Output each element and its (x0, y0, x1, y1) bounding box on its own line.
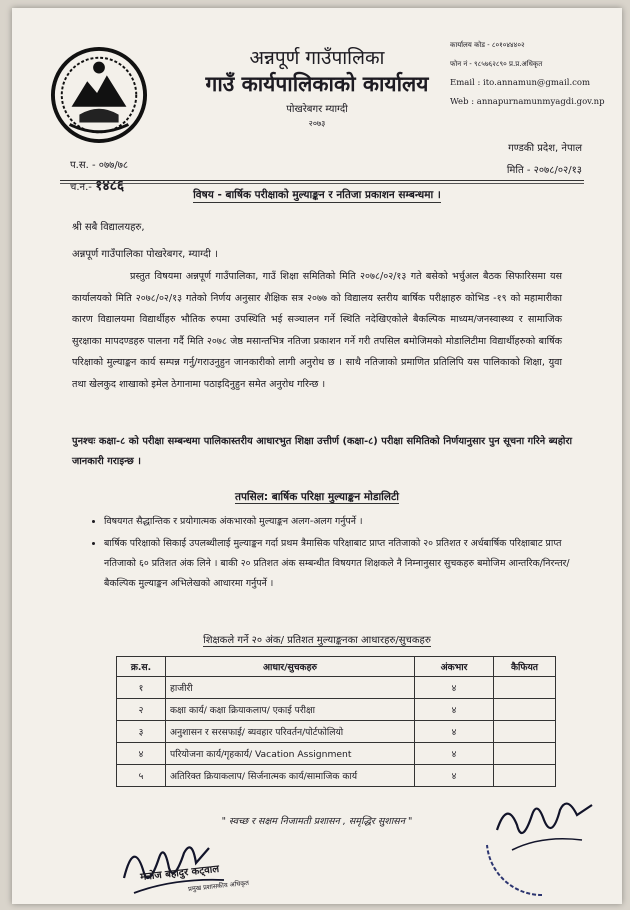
body-paragraph: प्रस्तुत विषयमा अन्नपूर्ण गाउँपालिका, गाउँ शिक्षा समितिको मिति २०७८/०२/१३ गते बसेको भर्चुअल बैठक सिफारिसमा यस कार्यालयको मिति २०७८/०२/१३ गतेको निर्णय अनुसार शैक्षिक सत्र २०७७ को विद्यालय स्तरीय बार्षिक परीक्षाहरु कोभिड -१९ को महामारीका कारण विद्यालयमा विद्यार्थीहरु भौतिक रुपमा उपस्थिति भई सञ्चालन गर्ने स्थिति नदेखिएकोले बैकल्पिक माध्यम/जनस्वास्थ्य र सामाजिक सुरक्षाका मापदण्डहरु पालना गर्दै मिति २०७८ जेष्ठ मसान्तभित्र नतिजा प्रकाशन गर्ने गरी तपसिल बमोजिमको मोडालिटीमा विद्यार्थीहरुको बार्षिक परिक्षाको मुल्याङ्कन कार्य सम्पन्न गर्नु/गराउनुहुन जानकारीको लागी अनुरोध छ । साथै नतिजाको प्रमाणित प्रतिलिपि यस पालिकाको शिक्षा, युवा तथा खेलकुद शाखाको इमेल ठेगानामा पठाइदिनुहुन समेत अनुरोध गरिन्छ । (72, 271, 562, 390)
table-row: २ कक्षा कार्य/ कक्षा क्रियाकलाप/ एकाई परीक्षा ४ (117, 699, 556, 721)
header-divider (60, 180, 584, 181)
col-criteria: आधार/सुचकहरु (166, 657, 415, 677)
letter-number: प.स. - ०७७/७८ (70, 160, 129, 171)
contact-block (450, 36, 605, 112)
org-name: अन्नपूर्ण गाउँपालिका (249, 47, 385, 69)
letter-date: मिति - २०७८/०२/१३ (506, 165, 582, 176)
table-title: शिक्षकले गर्ने २० अंक/ प्रतिशत मुल्याङ्कनका आधारहरु/सुचकहरु (203, 635, 431, 646)
addressee-line-1: श्री सबै विद्यालयहरु, (72, 222, 145, 233)
established-year: २०७३ (308, 119, 326, 128)
modality-list (82, 512, 589, 596)
office-name: गाउँ कार्यपालिकाको कार्यालय (205, 71, 429, 96)
addressee-line-2: अन्नपूर्ण गाउँपालिका पोखरेबगर, म्याग्दी । (72, 249, 218, 260)
col-serial: क्र.स. (117, 657, 166, 677)
email-address: Email : ito.annamun@gmail.com (450, 78, 591, 88)
subject-line: विषय - बार्षिक परीक्षाको मुल्याङ्कन र नतिजा प्रकाशन सम्बन्धमा । (193, 189, 441, 201)
letterhead (182, 46, 452, 129)
office-place: पोखरेबगर म्याग्दी (286, 104, 348, 115)
table-row: ५ अतिरिक्त क्रियाकलाप/ सिर्जनात्मक कार्य/सामाजिक कार्य ४ (117, 765, 556, 787)
list-item: • बार्षिक परिक्षाको सिकाई उपलब्धीलाई मुल्याङ्कन गर्दा प्रथम त्रैमासिक परिक्षाबाट प्राप्त नतिजाको २० प्रतिशत र अर्धबार्षिक परिक्षाबाट प्राप्त नतिजाको ६० प्रतिशत अंक लिने । बाकी २० प्रतिशत अंक सम्बन्धीत विषयगत शिक्षकले नै निम्नानुसार सुचकहरु बमोजिम आन्तरिक/निरन्तर/ बैकल्पिक मुल्याङ्कन अभिलेखको आधारमा गर्नुपर्ने । (104, 534, 589, 594)
dispatch-number-label: च.न.- (70, 182, 92, 193)
table-row: १ हाजीरी ४ (117, 677, 556, 699)
government-emblem-icon (50, 46, 148, 144)
list-item: • विषयगत सैद्धान्तिक र प्रयोगात्मक अंकभारको मुल्याङ्कन अलग-अलग गर्नुपर्ने । (104, 512, 589, 532)
office-code: कार्यालय कोड - ८०१०४४४०२ (450, 41, 525, 49)
website: Web : annapurnamunmyagdi.gov.np (450, 97, 605, 107)
dispatch-number: १४८६ (95, 178, 125, 194)
phone-number: फोन नं - ९८५७६२८९० प्र.प्र.अधिकृत (450, 60, 543, 68)
province-name: गण्डकी प्रदेश, नेपाल (508, 143, 582, 154)
table-header-row (117, 657, 556, 677)
signatory-name: मनोज बहादुर कट्वाल (139, 863, 220, 884)
table-row: ४ परियोजना कार्य/गृहकार्य/ Vacation Assignment ४ (117, 743, 556, 765)
province-date (507, 138, 582, 182)
col-remarks: कैफियत (494, 657, 556, 677)
postscript-note: पुनश्चः कक्षा-८ को परीक्षा सम्बन्धमा पालिकास्तरीय आधारभुत शिक्षा उत्तीर्ण (कक्षा-८) परीक्षा समितिको निर्णयानुसार पुन सूचना गरिने ब्यहोरा जानकारी गराइन्छ । (72, 436, 572, 467)
slogan: " स्वच्छ र सक्षम निजामती प्रशासन , समृद्धिर सुशासन " (221, 816, 413, 827)
modality-title: तपसिल: बार्षिक परिक्षा मुल्याङ्कन मोडालिटी (234, 491, 400, 503)
signatory-role: प्रमुख प्रशासकीय अधिकृत (187, 878, 250, 894)
col-marks: अंकभार (415, 657, 494, 677)
header-divider-thin (60, 183, 584, 184)
table-row: ३ अनुशासन र सरसफाई/ ब्यवहार परिवर्तन/पोर्टफोलियो ४ (117, 721, 556, 743)
letter-page (12, 8, 622, 904)
criteria-table (116, 656, 556, 787)
office-stamp-signature-icon (482, 790, 602, 900)
